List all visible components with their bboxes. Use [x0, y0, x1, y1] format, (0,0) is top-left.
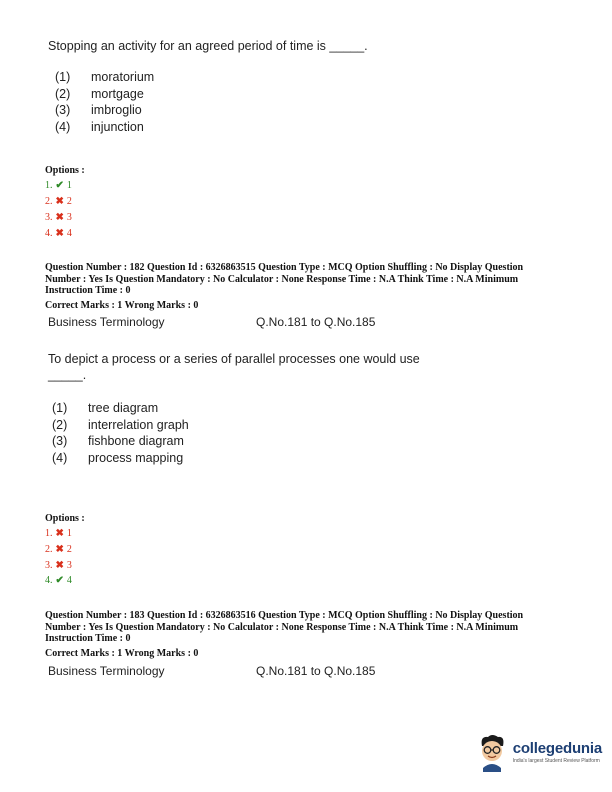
cross-icon: ✖	[55, 228, 64, 239]
meta-line: Instruction Time : 0	[45, 285, 131, 296]
option-correct	[45, 180, 72, 191]
question-meta	[45, 262, 565, 297]
option-value: 3	[66, 212, 72, 223]
choice-number: (1)	[52, 401, 68, 415]
option-value: 2	[66, 544, 72, 555]
logo-name: collegedunia	[512, 740, 602, 757]
option-wrong	[45, 560, 72, 571]
question-marks: Correct Marks : 1 Wrong Marks : 0	[45, 648, 199, 659]
option-wrong	[45, 528, 72, 539]
meta-line: Number : Yes Is Question Mandatory : No Calculator : None Response Time : N.A Think Time : N.A Minimum	[45, 273, 519, 285]
choice-number: (3)	[55, 103, 71, 117]
question-182-blank: _____.	[48, 368, 87, 382]
option-wrong	[45, 228, 72, 239]
choice-number: (4)	[52, 451, 68, 465]
cross-icon: ✖	[55, 528, 64, 539]
question-range: Q.No.181 to Q.No.185	[256, 664, 376, 678]
option-value: 1	[66, 180, 72, 191]
choice-number: (3)	[52, 434, 68, 448]
question-182-text: To depict a process or a series of parallel processes one would use	[48, 352, 420, 366]
options-label: Options :	[45, 513, 85, 524]
cross-icon: ✖	[55, 196, 64, 207]
meta-line: Question Number : 182 Question Id : 6326863515 Question Type : MCQ Option Shuffling : No Display Question	[45, 262, 524, 273]
choice-number: (2)	[55, 87, 71, 101]
option-value: 4	[66, 228, 72, 239]
question-181-text: Stopping an activity for an agreed period of time is _____.	[48, 39, 368, 53]
option-index: 2.	[45, 196, 53, 207]
choice-text: process mapping	[88, 451, 184, 465]
option-value: 3	[66, 560, 72, 571]
check-icon: ✔	[55, 180, 64, 191]
option-index: 3.	[45, 212, 53, 223]
option-index: 2.	[45, 544, 53, 555]
meta-line: Question Number : 183 Question Id : 6326863516 Question Type : MCQ Option Shuffling : No Display Question	[45, 610, 524, 621]
option-value: 4	[66, 575, 72, 586]
subject-name: Business Terminology	[48, 664, 165, 678]
option-index: 1.	[45, 528, 53, 539]
meta-line: Instruction Time : 0	[45, 633, 131, 644]
choice-number: (2)	[52, 418, 68, 432]
question-range: Q.No.181 to Q.No.185	[256, 315, 376, 329]
option-index: 3.	[45, 560, 53, 571]
option-index: 4.	[45, 575, 53, 586]
choice-text: fishbone diagram	[88, 434, 184, 448]
choice-text: interrelation graph	[88, 418, 189, 432]
option-index: 1.	[45, 180, 53, 191]
choice-text: moratorium	[91, 70, 155, 84]
options-label: Options :	[45, 165, 85, 176]
choice-number: (4)	[55, 120, 71, 134]
choice-number: (1)	[55, 70, 71, 84]
cross-icon: ✖	[55, 544, 64, 555]
subject-name: Business Terminology	[48, 315, 165, 329]
cross-icon: ✖	[55, 212, 64, 223]
choice-text: mortgage	[91, 87, 144, 101]
mascot-icon	[474, 732, 510, 772]
check-icon: ✔	[55, 575, 64, 586]
question-meta	[45, 610, 565, 645]
logo-tagline: India's largest Student Review Platform	[512, 758, 600, 764]
option-value: 1	[66, 528, 72, 539]
option-wrong	[45, 212, 72, 223]
choice-text: imbroglio	[91, 103, 142, 117]
choice-text: injunction	[91, 120, 144, 134]
option-wrong	[45, 196, 72, 207]
option-correct	[45, 575, 72, 586]
option-wrong	[45, 544, 72, 555]
question-marks: Correct Marks : 1 Wrong Marks : 0	[45, 300, 199, 311]
cross-icon: ✖	[55, 560, 64, 571]
meta-line: Number : Yes Is Question Mandatory : No Calculator : None Response Time : N.A Think Time : N.A Minimum	[45, 621, 519, 633]
collegedunia-logo	[474, 732, 602, 772]
option-index: 4.	[45, 228, 53, 239]
choice-text: tree diagram	[88, 401, 159, 415]
option-value: 2	[66, 196, 72, 207]
